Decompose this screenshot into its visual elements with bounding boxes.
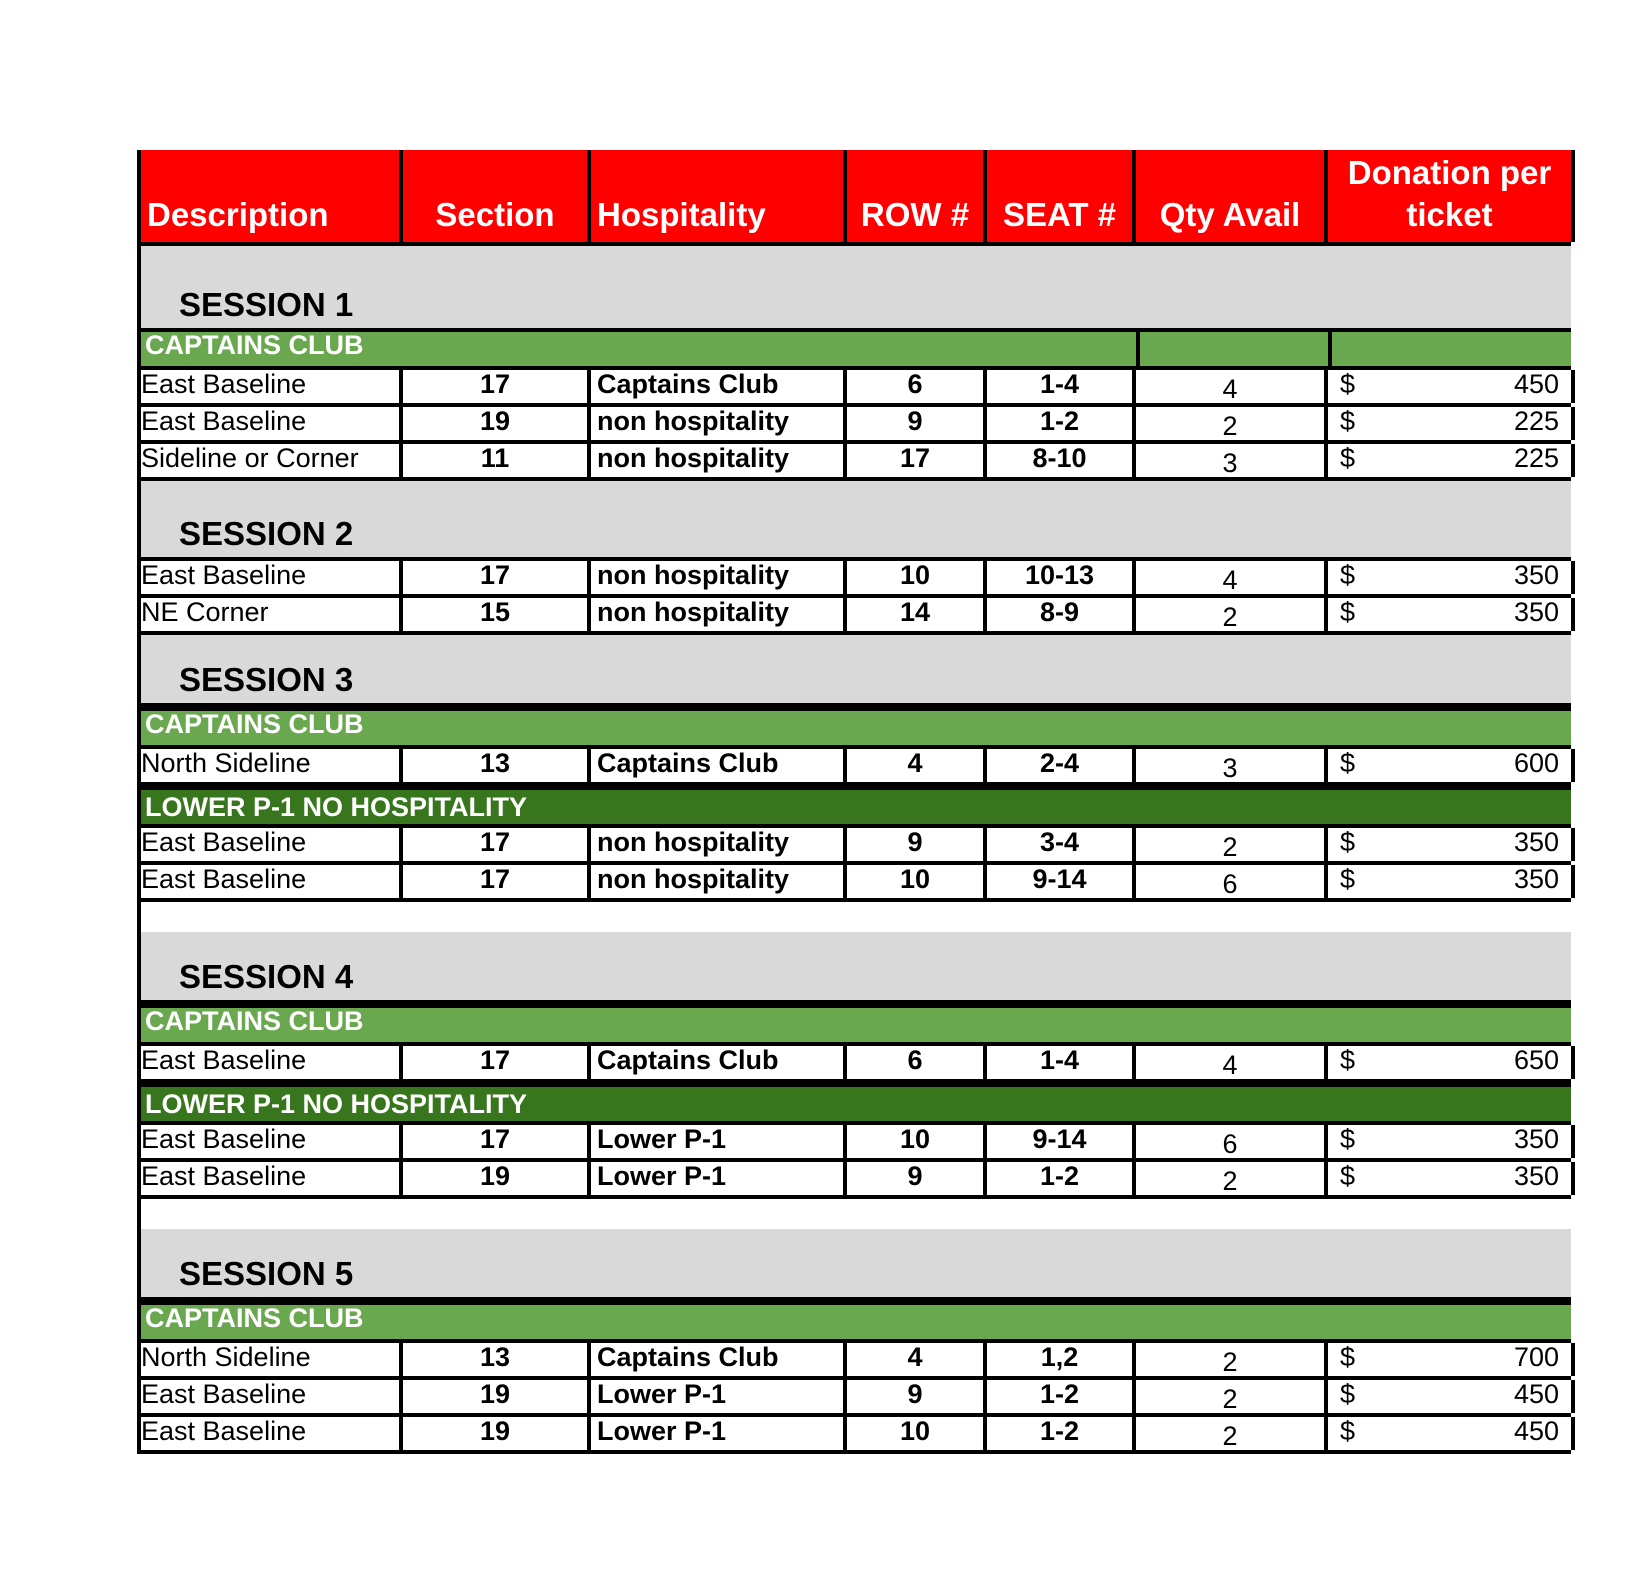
donation-amount: 700 <box>1513 1343 1559 1372</box>
cell-description: East Baseline <box>141 865 403 898</box>
cell-section: 17 <box>403 370 591 403</box>
table-row <box>137 1121 1571 1158</box>
cell-qty: 3 <box>1136 444 1328 477</box>
donation-amount: 350 <box>1513 598 1559 627</box>
currency-symbol: $ <box>1340 561 1356 590</box>
spacer-row <box>137 1199 1571 1229</box>
currency-symbol: $ <box>1340 1417 1356 1446</box>
cell-seat: 8-9 <box>987 598 1136 631</box>
table-row <box>137 594 1571 631</box>
cell-description: NE Corner <box>141 598 403 631</box>
cell-section: 13 <box>403 749 591 782</box>
captains-club-label: CAPTAINS CLUB <box>145 711 364 739</box>
table-header <box>137 150 1571 246</box>
currency-symbol: $ <box>1340 1162 1356 1191</box>
currency-symbol: $ <box>1340 1343 1356 1372</box>
table-row <box>137 366 1571 403</box>
table-row <box>137 1158 1571 1195</box>
lower-p1-bar <box>137 1083 1571 1121</box>
cell-hospitality: Lower P-1 <box>591 1417 847 1450</box>
row-border <box>137 1450 1571 1454</box>
lower-p1-label: LOWER P-1 NO HOSPITALITY <box>145 792 528 822</box>
cell-description: Sideline or Corner <box>141 444 403 477</box>
donation-amount: 225 <box>1513 407 1559 436</box>
cell-donation <box>1328 828 1575 861</box>
cell-qty: 2 <box>1136 1417 1328 1450</box>
session-title: SESSION 5 <box>137 1229 1571 1301</box>
header-hospitality: Hospitality <box>591 150 847 242</box>
header-seat: SEAT # <box>987 150 1136 242</box>
cell-hospitality: non hospitality <box>591 865 847 898</box>
header-description: Description <box>141 150 403 242</box>
donation-amount: 350 <box>1513 1162 1559 1191</box>
table-row <box>137 440 1571 477</box>
table-row <box>137 1339 1571 1376</box>
donation-amount: 600 <box>1513 749 1559 778</box>
captains-club-label: CAPTAINS CLUB <box>145 1008 364 1036</box>
cell-qty: 2 <box>1136 598 1328 631</box>
cell-row: 4 <box>847 1343 987 1376</box>
lower-p1-bar <box>137 786 1571 824</box>
cell-seat: 1-2 <box>987 1380 1136 1413</box>
cell-qty: 2 <box>1136 1380 1328 1413</box>
cell-description: East Baseline <box>141 1046 403 1079</box>
cell-donation <box>1328 407 1575 440</box>
table-row <box>137 861 1571 898</box>
cell-section: 15 <box>403 598 591 631</box>
cell-description: East Baseline <box>141 561 403 594</box>
cell-hospitality: Captains Club <box>591 1343 847 1376</box>
cell-qty: 4 <box>1136 370 1328 403</box>
header-row: ROW # <box>847 150 987 242</box>
cell-donation <box>1328 598 1575 631</box>
cell-section: 17 <box>403 1046 591 1079</box>
cell-hospitality: non hospitality <box>591 561 847 594</box>
cell-donation <box>1328 561 1575 594</box>
cell-donation <box>1328 1162 1575 1195</box>
cell-seat: 2-4 <box>987 749 1136 782</box>
cell-description: East Baseline <box>141 828 403 861</box>
cell-section: 17 <box>403 561 591 594</box>
spacer-row <box>137 902 1571 932</box>
cell-qty: 2 <box>1136 1162 1328 1195</box>
cell-qty: 2 <box>1136 828 1328 861</box>
cell-seat: 1-2 <box>987 1162 1136 1195</box>
cell-qty: 6 <box>1136 865 1328 898</box>
currency-symbol: $ <box>1340 865 1356 894</box>
cell-qty: 4 <box>1136 561 1328 594</box>
green-cell <box>1328 332 1575 366</box>
cell-donation <box>1328 1343 1575 1376</box>
cell-hospitality: Lower P-1 <box>591 1380 847 1413</box>
cell-section: 17 <box>403 828 591 861</box>
donation-amount: 450 <box>1513 1380 1559 1409</box>
currency-symbol: $ <box>1340 828 1356 857</box>
captains-club-bar <box>137 707 1571 745</box>
table-body <box>137 246 1571 1454</box>
cell-seat: 3-4 <box>987 828 1136 861</box>
cell-seat: 10-13 <box>987 561 1136 594</box>
session-title: SESSION 4 <box>137 932 1571 1004</box>
cell-row: 9 <box>847 407 987 440</box>
donation-amount: 350 <box>1513 1125 1559 1154</box>
cell-hospitality: non hospitality <box>591 407 847 440</box>
header-qty: Qty Avail <box>1136 150 1328 242</box>
cell-description: East Baseline <box>141 407 403 440</box>
donation-amount: 450 <box>1513 370 1559 399</box>
cell-row: 17 <box>847 444 987 477</box>
cell-row: 6 <box>847 1046 987 1079</box>
header-donation: Donation per ticket <box>1328 150 1575 242</box>
cell-donation <box>1328 370 1575 403</box>
table-row <box>137 1376 1571 1413</box>
cell-section: 19 <box>403 407 591 440</box>
cell-seat: 1-4 <box>987 370 1136 403</box>
currency-symbol: $ <box>1340 1125 1356 1154</box>
captains-club-bar <box>137 1004 1571 1042</box>
cell-section: 13 <box>403 1343 591 1376</box>
cell-description: East Baseline <box>141 370 403 403</box>
cell-seat: 8-10 <box>987 444 1136 477</box>
currency-symbol: $ <box>1340 444 1356 473</box>
cell-section: 17 <box>403 865 591 898</box>
cell-hospitality: Lower P-1 <box>591 1162 847 1195</box>
cell-hospitality: non hospitality <box>591 598 847 631</box>
table-row <box>137 1413 1571 1450</box>
ticket-table <box>137 150 1571 1454</box>
cell-description: North Sideline <box>141 749 403 782</box>
cell-donation <box>1328 1417 1575 1450</box>
cell-hospitality: non hospitality <box>591 444 847 477</box>
cell-hospitality: Captains Club <box>591 370 847 403</box>
captains-club-label: CAPTAINS CLUB <box>145 332 364 360</box>
lower-p1-label: LOWER P-1 NO HOSPITALITY <box>145 1089 528 1119</box>
cell-row: 4 <box>847 749 987 782</box>
captains-club-bar <box>137 328 1571 366</box>
cell-hospitality: Captains Club <box>591 749 847 782</box>
cell-seat: 9-14 <box>987 1125 1136 1158</box>
cell-section: 19 <box>403 1417 591 1450</box>
cell-donation <box>1328 865 1575 898</box>
cell-qty: 3 <box>1136 749 1328 782</box>
currency-symbol: $ <box>1340 1046 1356 1075</box>
cell-section: 11 <box>403 444 591 477</box>
cell-description: East Baseline <box>141 1162 403 1195</box>
session-title: SESSION 1 <box>137 246 1571 328</box>
cell-hospitality: Captains Club <box>591 1046 847 1079</box>
cell-description: East Baseline <box>141 1125 403 1158</box>
cell-row: 10 <box>847 1417 987 1450</box>
cell-row: 10 <box>847 865 987 898</box>
cell-description: East Baseline <box>141 1417 403 1450</box>
cell-qty: 6 <box>1136 1125 1328 1158</box>
cell-qty: 4 <box>1136 1046 1328 1079</box>
green-cell <box>1136 332 1328 366</box>
table-row <box>137 1042 1571 1079</box>
table-row <box>137 745 1571 782</box>
donation-amount: 350 <box>1513 828 1559 857</box>
cell-seat: 1-2 <box>987 407 1136 440</box>
cell-hospitality: Lower P-1 <box>591 1125 847 1158</box>
donation-amount: 225 <box>1513 444 1559 473</box>
cell-donation <box>1328 1380 1575 1413</box>
cell-description: North Sideline <box>141 1343 403 1376</box>
cell-section: 17 <box>403 1125 591 1158</box>
session-title: SESSION 3 <box>137 635 1571 707</box>
cell-hospitality: non hospitality <box>591 828 847 861</box>
donation-amount: 350 <box>1513 865 1559 894</box>
cell-donation <box>1328 749 1575 782</box>
donation-amount: 350 <box>1513 561 1559 590</box>
cell-row: 6 <box>847 370 987 403</box>
table-row <box>137 824 1571 861</box>
currency-symbol: $ <box>1340 1380 1356 1409</box>
cell-description: East Baseline <box>141 1380 403 1413</box>
cell-qty: 2 <box>1136 1343 1328 1376</box>
cell-seat: 9-14 <box>987 865 1136 898</box>
cell-seat: 1-2 <box>987 1417 1136 1450</box>
cell-row: 9 <box>847 828 987 861</box>
currency-symbol: $ <box>1340 598 1356 627</box>
cell-donation <box>1328 444 1575 477</box>
cell-row: 9 <box>847 1380 987 1413</box>
cell-row: 10 <box>847 561 987 594</box>
currency-symbol: $ <box>1340 370 1356 399</box>
donation-amount: 450 <box>1513 1417 1559 1446</box>
cell-row: 10 <box>847 1125 987 1158</box>
cell-section: 19 <box>403 1162 591 1195</box>
currency-symbol: $ <box>1340 407 1356 436</box>
donation-amount: 650 <box>1513 1046 1559 1075</box>
header-section: Section <box>403 150 591 242</box>
cell-qty: 2 <box>1136 407 1328 440</box>
cell-seat: 1,2 <box>987 1343 1136 1376</box>
table-row <box>137 557 1571 594</box>
cell-donation <box>1328 1046 1575 1079</box>
cell-donation <box>1328 1125 1575 1158</box>
captains-club-bar <box>137 1301 1571 1339</box>
cell-section: 19 <box>403 1380 591 1413</box>
table-row <box>137 403 1571 440</box>
currency-symbol: $ <box>1340 749 1356 778</box>
session-title: SESSION 2 <box>137 481 1571 557</box>
captains-club-label: CAPTAINS CLUB <box>145 1305 364 1333</box>
cell-row: 9 <box>847 1162 987 1195</box>
cell-row: 14 <box>847 598 987 631</box>
cell-seat: 1-4 <box>987 1046 1136 1079</box>
